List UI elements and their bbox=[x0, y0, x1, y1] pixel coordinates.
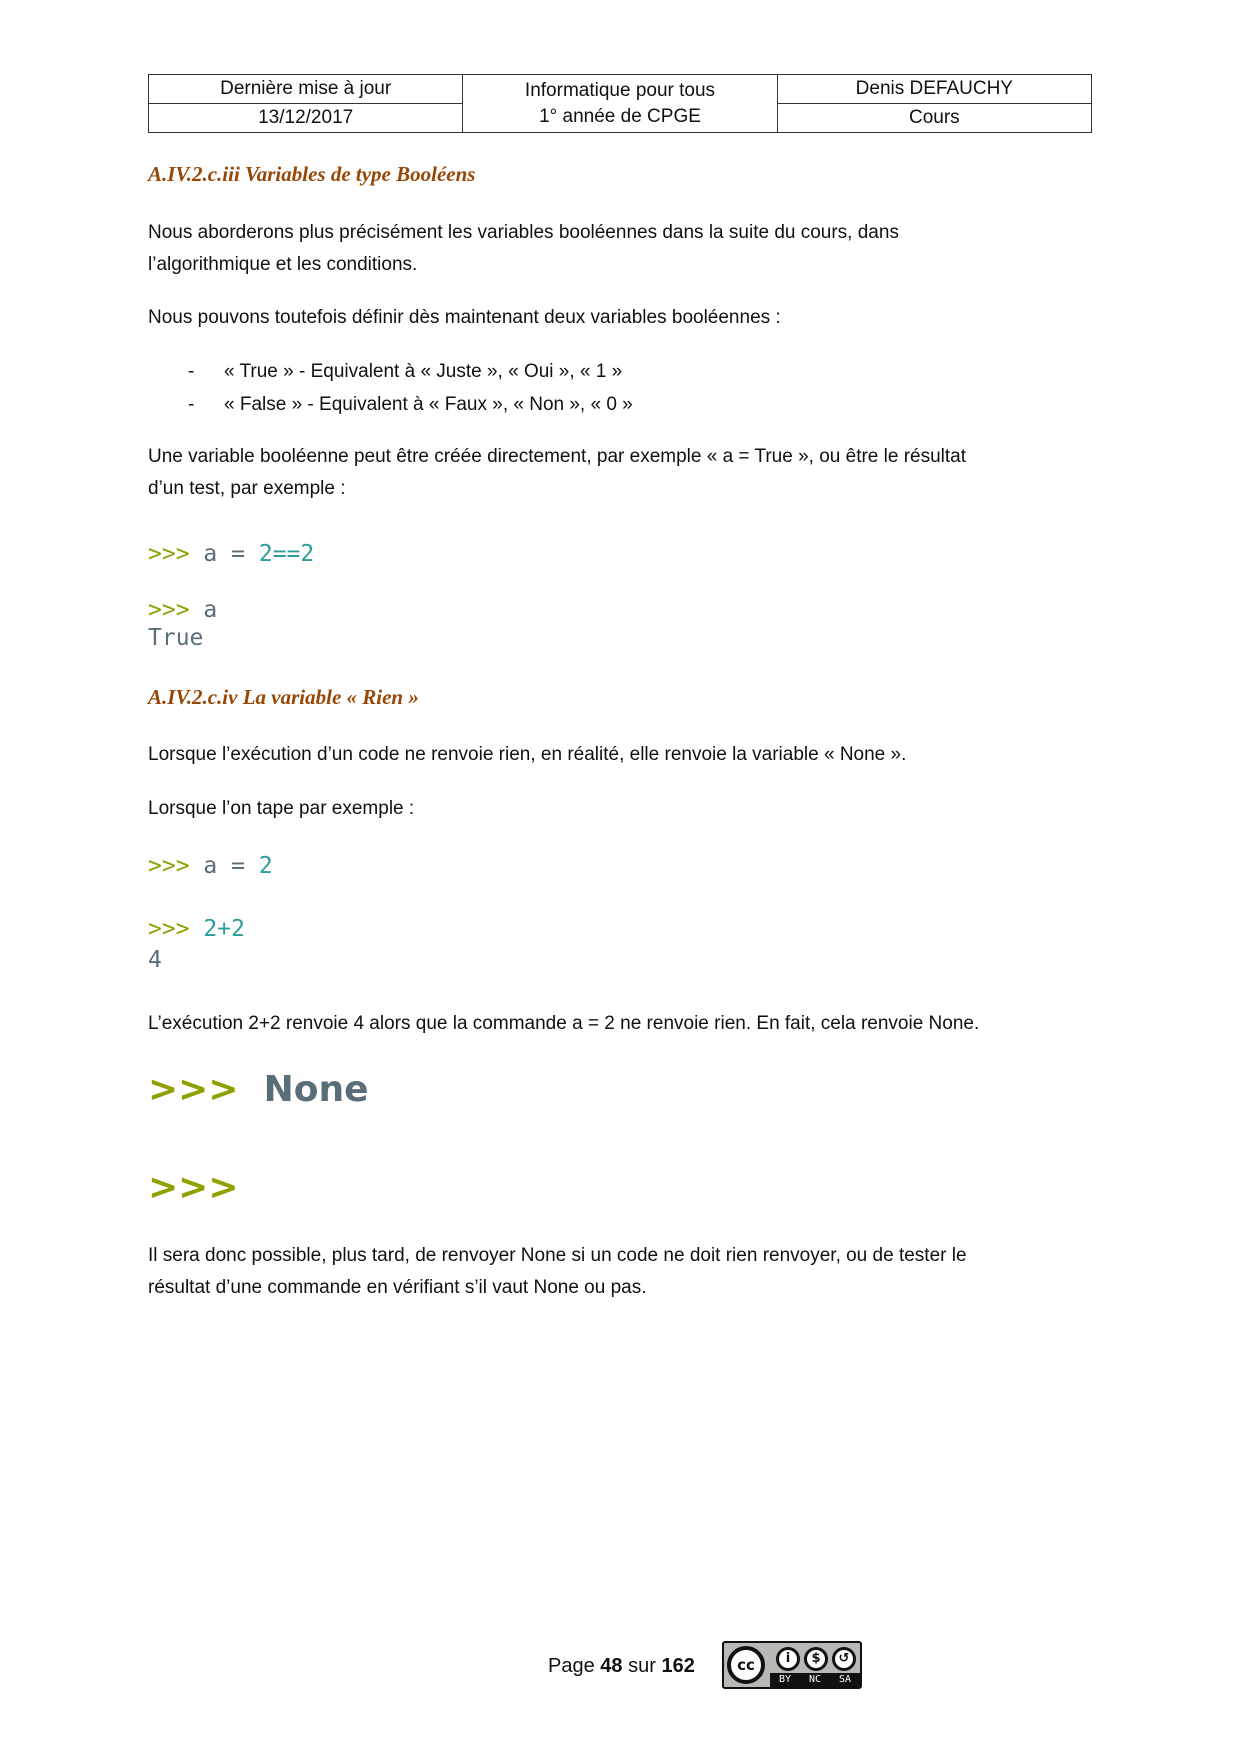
code-operator: = bbox=[231, 853, 245, 879]
header-table bbox=[148, 74, 1092, 133]
code-output-none: None bbox=[263, 1069, 369, 1110]
paragraph-boolean-creation bbox=[148, 441, 1092, 505]
header-course-name: Informatique pour tous bbox=[524, 79, 716, 101]
code-line-assign-test bbox=[148, 540, 314, 568]
paragraph-line: résultat d’une commande en vérifiant s’il vaut None ou pas. bbox=[148, 1277, 647, 1298]
paragraph-execution-explanation: L’exécution 2+2 renvoie 4 alors que la commande a = 2 ne renvoie rien. En fait, cela renvoie None. bbox=[148, 1013, 980, 1034]
paragraph-example-intro: Lorsque l’on tape par exemple : bbox=[148, 798, 415, 819]
paragraph-line: d’un test, par exemple : bbox=[148, 478, 346, 499]
code-operator: = bbox=[231, 541, 245, 567]
code-output-true bbox=[148, 624, 203, 652]
paragraph-line: l’algorithmique et les conditions. bbox=[148, 254, 418, 275]
code-expression: 2+2 bbox=[203, 916, 245, 942]
paragraph-conclusion bbox=[148, 1240, 1092, 1304]
license-by-label: BY bbox=[778, 1674, 792, 1685]
section-heading-booleans: A.IV.2.c.iii Variables de type Booléens bbox=[148, 162, 476, 186]
code-line-print-a bbox=[148, 596, 217, 624]
nc-noncommercial-icon: $ bbox=[804, 1647, 828, 1671]
page-of-label: sur bbox=[628, 1655, 656, 1677]
sa-sharealike-icon: ↺ bbox=[832, 1647, 856, 1671]
cc-icon: cc bbox=[727, 1646, 765, 1684]
list-dash: - bbox=[188, 361, 195, 382]
prompt-symbol: >>> bbox=[148, 853, 190, 879]
list-item-text: « True » - Equivalent à « Juste », « Oui », « 1 » bbox=[224, 361, 623, 382]
prompt-symbol: >>> bbox=[148, 1069, 239, 1110]
code-expression: 2==2 bbox=[258, 541, 315, 567]
code-variable: a bbox=[203, 541, 218, 567]
license-sa-label: SA bbox=[838, 1674, 852, 1685]
header-date: 13/12/2017 bbox=[149, 104, 463, 133]
page-number bbox=[548, 1655, 695, 1678]
code-output: True bbox=[148, 625, 204, 651]
by-attribution-icon: i bbox=[776, 1647, 800, 1671]
code-line-none bbox=[148, 1070, 368, 1110]
header-author: Denis DEFAUCHY bbox=[777, 75, 1091, 104]
code-variable: a bbox=[203, 853, 218, 879]
section-heading-none: A.IV.2.c.iv La variable « Rien » bbox=[148, 685, 419, 709]
prompt-symbol: >>> bbox=[148, 1167, 239, 1208]
header-course-title bbox=[463, 75, 777, 133]
code-line-empty-prompt bbox=[148, 1168, 239, 1208]
header-course-level: 1° année de CPGE bbox=[539, 105, 701, 127]
cc-license-badge bbox=[722, 1641, 862, 1689]
prompt-symbol: >>> bbox=[148, 541, 190, 567]
list-dash: - bbox=[188, 394, 195, 415]
license-nc-label: NC bbox=[808, 1674, 822, 1685]
code-output: 4 bbox=[148, 947, 162, 973]
code-line-sum bbox=[148, 915, 245, 943]
code-line-assign-2 bbox=[148, 852, 273, 880]
code-variable: a bbox=[203, 597, 218, 623]
prompt-symbol: >>> bbox=[148, 597, 190, 623]
paragraph-line: Il sera donc possible, plus tard, de renvoyer None si un code ne doit rien renvoyer, ou de tester le bbox=[148, 1245, 967, 1266]
list-item-text: « False » - Equivalent à « Faux », « Non », « 0 » bbox=[224, 394, 633, 415]
header-doc-type: Cours bbox=[777, 104, 1091, 133]
paragraph-line: Nous aborderons plus précisément les variables booléennes dans la suite du cours, dans bbox=[148, 222, 899, 243]
total-pages: 162 bbox=[661, 1655, 695, 1677]
license-labels bbox=[770, 1673, 860, 1687]
current-page: 48 bbox=[600, 1655, 623, 1677]
paragraph-define-booleans: Nous pouvons toutefois définir dès maintenant deux variables booléennes : bbox=[148, 307, 781, 328]
paragraph-line: Une variable booléenne peut être créée directement, par exemple « a = True », ou être le résultat bbox=[148, 446, 967, 467]
prompt-symbol: >>> bbox=[148, 916, 190, 942]
code-value: 2 bbox=[258, 853, 273, 879]
code-output-4 bbox=[148, 946, 162, 974]
page-label: Page bbox=[548, 1655, 595, 1677]
paragraph-none-intro: Lorsque l’exécution d’un code ne renvoie rien, en réalité, elle renvoie la variable « None ». bbox=[148, 744, 907, 765]
paragraph-intro-booleans bbox=[148, 217, 1092, 281]
header-last-update-label: Dernière mise à jour bbox=[149, 75, 463, 104]
